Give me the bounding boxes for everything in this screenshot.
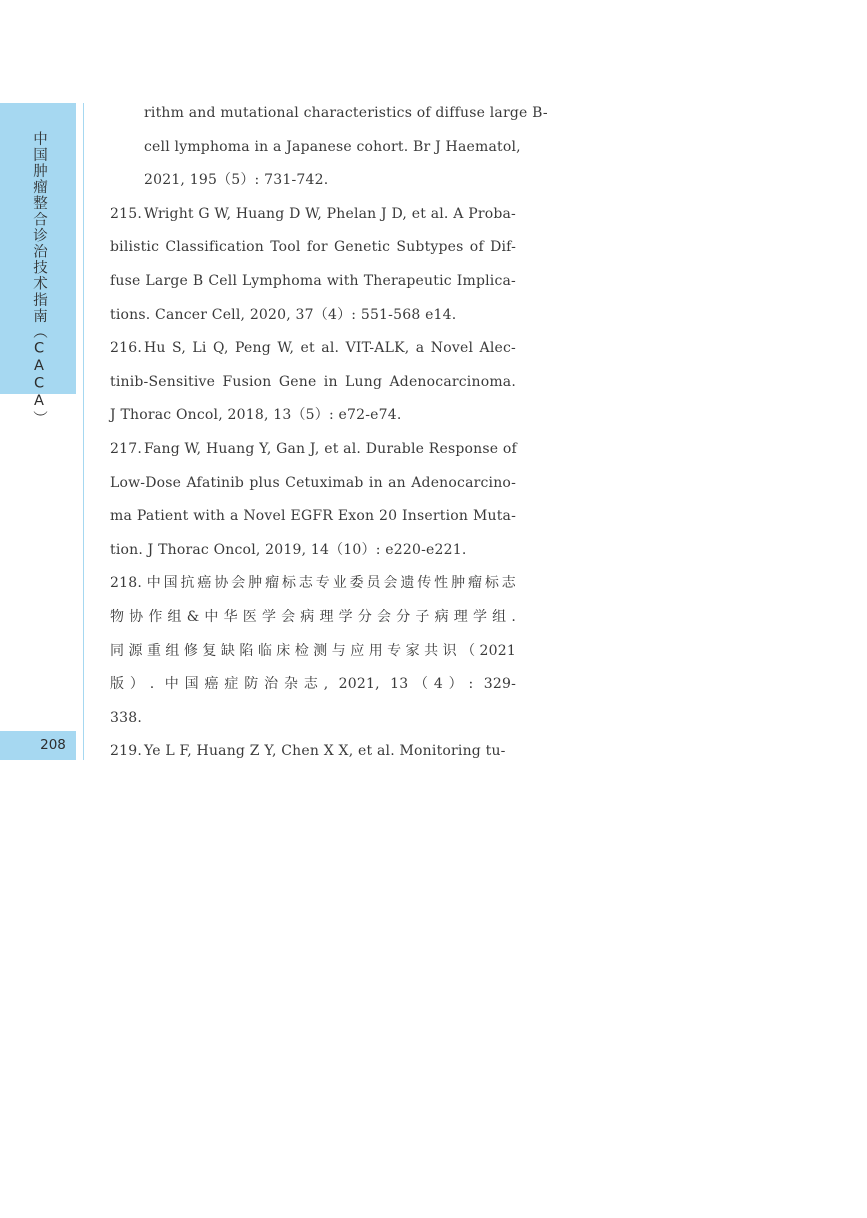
- reference-entry: [110, 735, 516, 769]
- side-chapter-tab: [0, 103, 76, 427]
- reference-text: tions. Cancer Cell, 2020, 37（4）: 551-568 e14.: [110, 306, 457, 323]
- reference-text: 2021, 195（5）: 731-742.: [144, 172, 329, 189]
- reference-text: 中国抗癌协会肿瘤标志专业委员会遗传性肿瘤标志: [144, 575, 516, 592]
- reference-line: [144, 131, 521, 165]
- reference-text: Hu S, Li Q, Peng W, et al. VIT-ALK, a Novel Alec-: [144, 340, 516, 357]
- reference-text: J Thorac Oncol, 2018, 13（5）: e72-e74.: [110, 407, 402, 424]
- reference-line: [110, 231, 516, 265]
- reference-text: 版）. 中国癌症防治杂志, 2021, 13（4）: 329-: [110, 676, 516, 693]
- reference-number: 218.: [110, 575, 142, 592]
- reference-number: 217.: [110, 440, 142, 457]
- reference-entry: [110, 433, 516, 567]
- reference-entry: [110, 198, 516, 332]
- reference-line: [110, 500, 516, 534]
- reference-entry: [110, 332, 516, 433]
- reference-line: [110, 299, 516, 333]
- reference-text: Low-Dose Afatinib plus Cetuximab in an Adenocarcino-: [110, 474, 516, 491]
- reference-text: Wright G W, Huang D W, Phelan J D, et al. A Proba-: [144, 205, 516, 222]
- reference-line: [110, 567, 516, 601]
- reference-line: [110, 467, 516, 501]
- page-number: 208: [40, 737, 66, 753]
- reference-number: 215.: [110, 205, 142, 222]
- reference-line: [110, 433, 517, 467]
- reference-line: [110, 534, 516, 568]
- reference-line: [144, 97, 548, 131]
- reference-line: [144, 164, 516, 198]
- reference-line: [110, 198, 516, 232]
- reference-text: 物协作组&中华医学会病理学分会分子病理学组.: [110, 608, 516, 625]
- reference-text: tion. J Thorac Oncol, 2019, 14（10）: e220-e221.: [110, 541, 467, 558]
- book-title-vertical: 中国肿瘤整合诊治技术指南（CACA）: [31, 131, 47, 427]
- reference-entry: [110, 97, 548, 198]
- reference-text: Ye L F, Huang Z Y, Chen X X, et al. Monitoring tu-: [144, 743, 506, 760]
- margin-divider-line: [83, 103, 84, 760]
- reference-line: [110, 399, 516, 433]
- reference-number: 216.: [110, 340, 142, 357]
- reference-line: [110, 332, 516, 366]
- reference-text: cell lymphoma in a Japanese cohort. Br J Haematol,: [144, 138, 521, 155]
- reference-text: rithm and mutational characteristics of diffuse large B-: [144, 105, 548, 121]
- reference-line: [110, 702, 516, 736]
- reference-line: [110, 601, 516, 635]
- reference-text: Fang W, Huang Y, Gan J, et al. Durable Response of: [144, 440, 517, 457]
- reference-line: [110, 635, 516, 669]
- reference-text: ma Patient with a Novel EGFR Exon 20 Insertion Muta-: [110, 508, 516, 525]
- reference-number: 219.: [110, 743, 142, 760]
- reference-line: [110, 735, 516, 769]
- reference-text: bilistic Classification Tool for Genetic Subtypes of Dif-: [110, 239, 516, 256]
- reference-text: tinib-Sensitive Fusion Gene in Lung Adenocarcinoma.: [110, 373, 516, 390]
- page-number-tab: [0, 731, 76, 760]
- reference-line: [110, 366, 516, 400]
- reference-line: [110, 265, 516, 299]
- reference-list: [110, 97, 548, 769]
- reference-text: fuse Large B Cell Lymphoma with Therapeutic Implica-: [110, 272, 516, 289]
- reference-text: 338.: [110, 709, 142, 726]
- reference-entry: [110, 567, 516, 735]
- reference-text: 同源重组修复缺陷临床检测与应用专家共识（2021: [110, 642, 516, 659]
- reference-line: [110, 668, 516, 702]
